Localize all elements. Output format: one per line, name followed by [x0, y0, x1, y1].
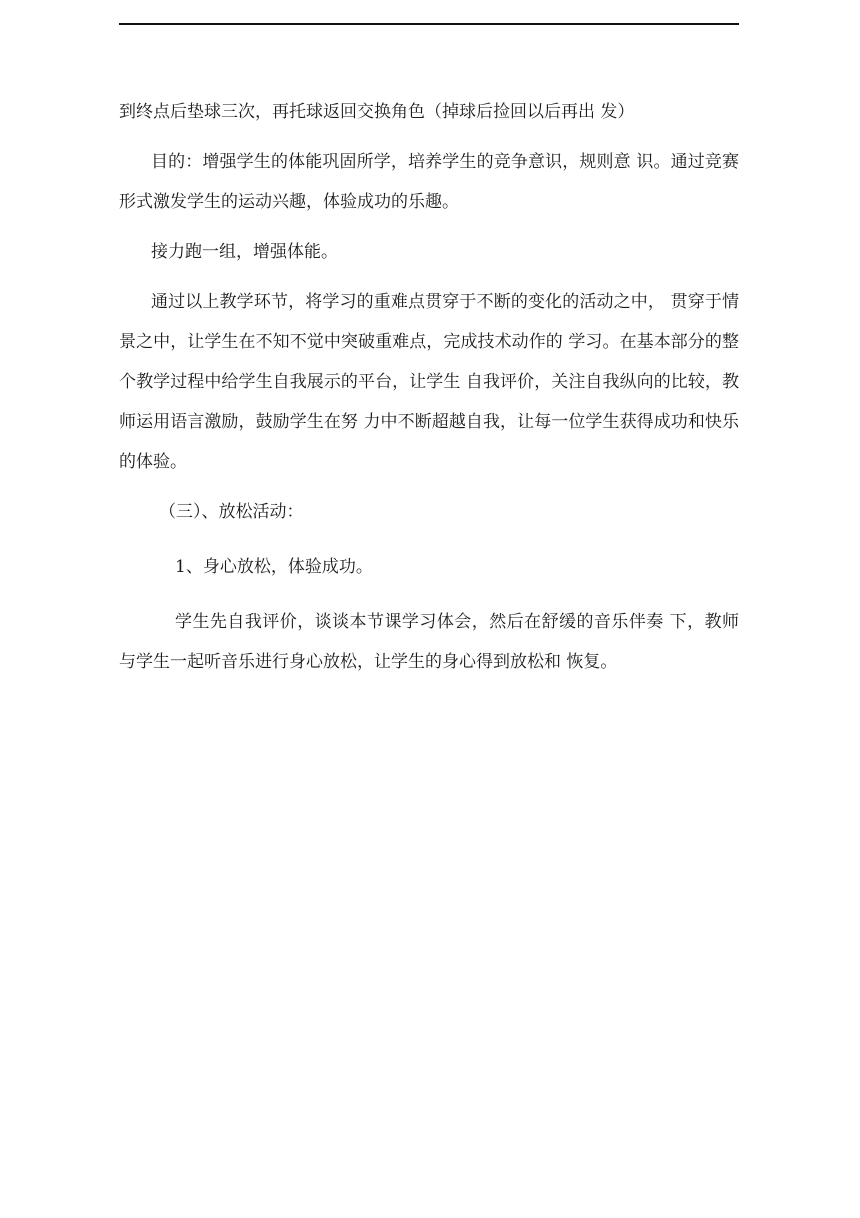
- subheading-relaxation-1: 1、身心放松，体验成功。: [175, 557, 373, 577]
- paragraph-purpose: 目的：增强学生的体能巩固所学，培养学生的竞争意识，规则意 识。通过竞赛形式激发学生的运动兴趣，体验成功的乐趣。: [119, 152, 739, 212]
- header-rule: [119, 23, 739, 25]
- paragraph-relaxation-detail: 学生先自我评价，谈谈本节课学习体会，然后在舒缓的音乐伴奏 下，教师与学生一起听音乐进行身心放松，让学生的身心得到放松和 恢复。: [119, 612, 739, 672]
- paragraph-teaching-summary: 通过以上教学环节，将学习的重难点贯穿于不断的变化的活动之中， 贯穿于情景之中，让学生在不知不觉中突破重难点，完成技术动作的 学习。在基本部分的整个教学过程中给学生自我展示的平台，让学生 自我评价，关注自我纵向的比较，教师运用语言激励，鼓励学生在努 力中不断超越自我，让每一位学生获得成功和快乐的体验。: [119, 292, 739, 472]
- paragraph-relay-run: 接力跑一组，增强体能。: [151, 242, 338, 262]
- section-heading-relaxation: （三）、放松活动：: [159, 502, 304, 522]
- paragraph-relay-instructions: 到终点后垫球三次，再托球返回交换角色（掉球后捡回以后再出 发）: [119, 102, 635, 122]
- document-body: [119, 92, 739, 682]
